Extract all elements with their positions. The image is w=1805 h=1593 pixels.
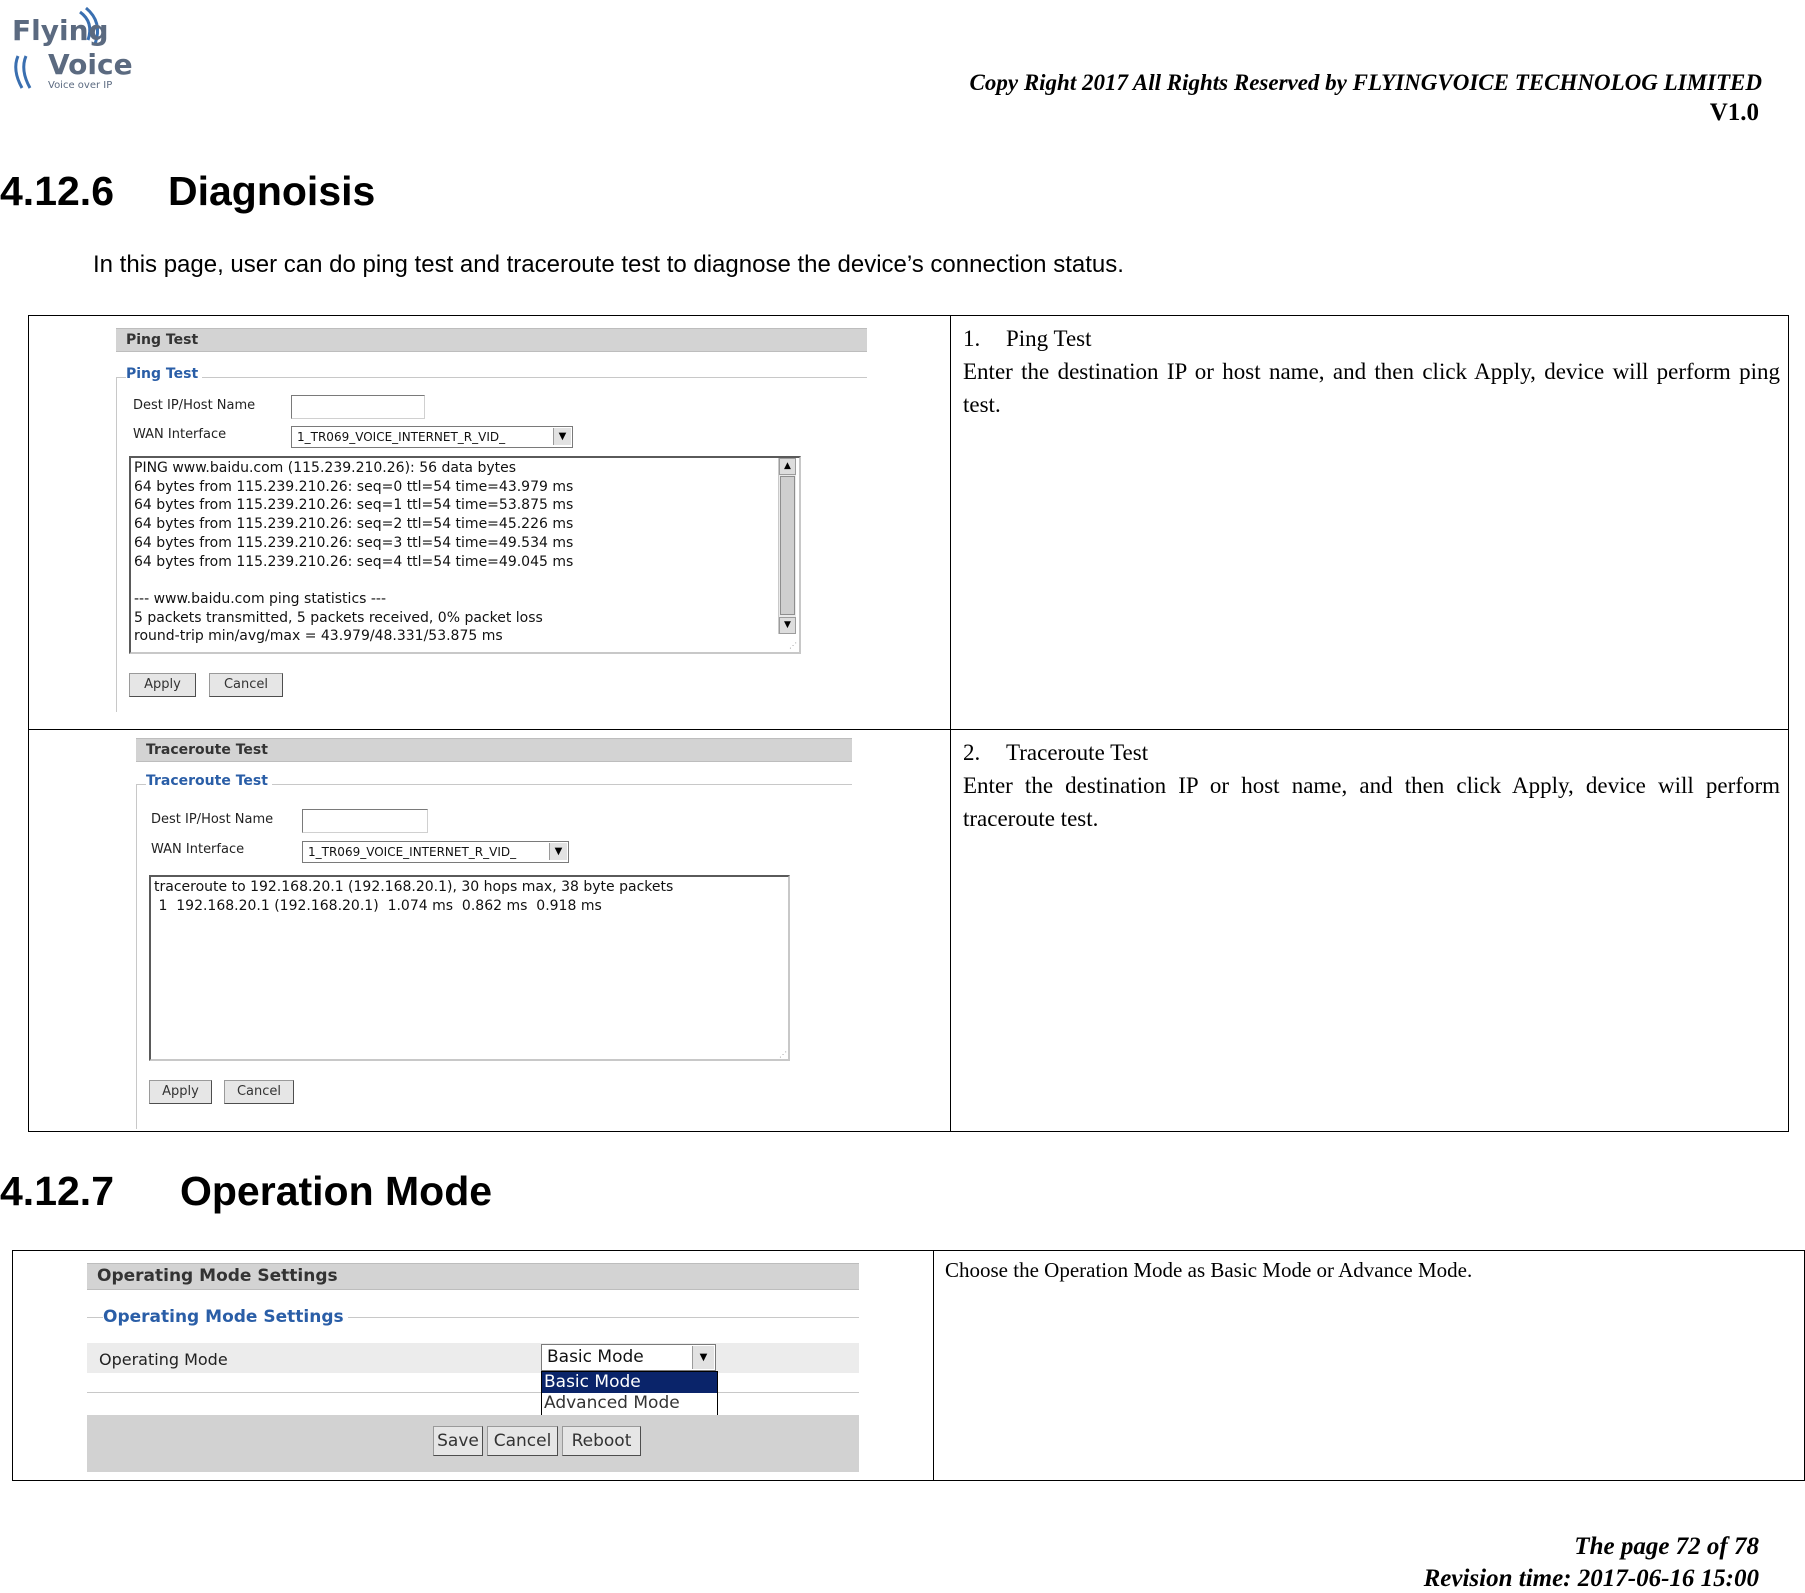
table-row [29,730,1789,1132]
section-heading-operation-mode [0,1168,492,1215]
traceroute-legend: Traceroute Test [146,773,272,789]
traceroute-test-panel [29,730,950,1131]
chevron-down-icon[interactable]: ▼ [549,843,567,860]
wan-interface-label: WAN Interface [133,427,227,442]
cancel-button[interactable]: Cancel [487,1426,558,1456]
resize-grip-icon[interactable]: ⋰ [789,641,797,650]
logo-word-flying: Flying [12,14,109,47]
traceroute-description-cell [951,730,1789,1132]
flyingvoice-logo [8,4,133,94]
section-number: 4.12.6 [0,168,114,214]
document-version: V1.0 [1709,99,1759,126]
fieldset-left-rule [136,784,137,1129]
section-title: Operation Mode [180,1168,493,1214]
section-title: Diagnoisis [168,168,376,214]
reboot-button[interactable]: Reboot [562,1426,641,1456]
operating-mode-label: Operating Mode [99,1350,228,1369]
wan-interface-label: WAN Interface [151,842,245,857]
traceroute-titlebar: Traceroute Test [136,738,852,762]
operating-mode-titlebar: Operating Mode Settings [87,1263,859,1290]
resize-grip-icon[interactable]: ⋰ [779,1050,787,1059]
operation-description-text: Choose the Operation Mode as Basic Mode or Advance Mode. [945,1258,1473,1282]
section-heading-diagnosis [0,168,375,215]
scroll-up-icon[interactable]: ▲ [779,458,796,475]
item-number: 1. [963,326,981,351]
ping-output-scrollbar[interactable] [778,458,796,634]
traceroute-apply-button[interactable]: Apply [149,1080,212,1104]
item-title: Ping Test [1006,326,1092,351]
operating-mode-panel [13,1251,933,1480]
chevron-down-icon[interactable]: ▼ [553,428,571,445]
save-button[interactable]: Save [433,1426,483,1456]
dest-host-label: Dest IP/Host Name [133,398,256,413]
section-number: 4.12.7 [0,1168,114,1214]
ping-description-text: Enter the destination IP or host name, and then click Apply, device will perform ping test. [963,359,1780,417]
wan-interface-select[interactable] [302,841,569,863]
wan-interface-value: 1_TR069_VOICE_INTERNET_R_VID_ [308,845,517,859]
ping-legend: Ping Test [126,366,202,382]
ping-titlebar: Ping Test [116,328,867,352]
ping-cancel-button[interactable]: Cancel [209,673,283,697]
dest-host-input[interactable] [302,809,428,833]
operating-mode-legend: Operating Mode Settings [103,1307,348,1327]
copyright-notice: Copy Right 2017 All Rights Reserved by FLYINGVOICE TECHNOLOG LIMITED [969,70,1762,95]
table-row [13,1251,1805,1481]
option-basic-mode[interactable]: Basic Mode [542,1372,717,1393]
operating-mode-value: Basic Mode [547,1347,644,1367]
table-row [29,316,1789,730]
traceroute-screenshot-cell [29,730,951,1132]
divider [87,1392,541,1393]
traceroute-cancel-button[interactable]: Cancel [224,1080,294,1104]
section-intro: In this page, user can do ping test and traceroute test to diagnose the device’s connection status. [93,251,1124,278]
operating-mode-select[interactable] [541,1344,716,1371]
wan-interface-select[interactable] [291,426,573,448]
divider [718,1392,859,1393]
scroll-thumb[interactable] [780,476,795,615]
scroll-down-icon[interactable]: ▼ [779,617,796,634]
operation-mode-table [12,1250,1805,1481]
page-number: The page 72 of 78 [1574,1533,1759,1560]
ping-description-heading [963,322,1780,355]
item-number: 2. [963,740,981,765]
ping-output-textarea[interactable]: PING www.baidu.com (115.239.210.26): 56 data bytes 64 bytes from 115.239.210.26: seq=0 ttl=54 time=43.979 ms 64 bytes from 115.239.210.26: seq=1 ttl=54 time=53.875 ms 64 bytes from 115.239.210.26: seq=2 ttl=54 time=45.226 ms 64 bytes from 115.239.210.26: seq=3 ttl=54 time=49.534 ms 64 bytes from 115.239.210.26: seq=4 ttl=54 time=49.045 ms --- www.baidu.com ping statistics --- 5 packets transmitted, 5 packets received, 0% packet loss round-trip min/avg/max = 43.979/48.331/53.875 ms [129,456,801,654]
traceroute-description-heading [963,736,1780,769]
ping-description-cell [951,316,1789,730]
logo-word-voice: Voice [48,48,133,81]
option-advanced-mode[interactable]: Advanced Mode [544,1393,680,1413]
fieldset-left-rule [116,377,117,712]
operation-description-cell [934,1251,1805,1481]
logo-tagline: Voice over IP [48,80,113,91]
dest-host-input[interactable] [291,395,425,419]
revision-time: Revision time: 2017-06-16 15:00 [1423,1565,1759,1592]
ping-test-panel [29,316,950,729]
operating-mode-dropdown[interactable] [541,1371,718,1416]
ping-apply-button[interactable]: Apply [129,673,196,697]
item-title: Traceroute Test [1006,740,1149,765]
traceroute-description-text: Enter the destination IP or host name, and then click Apply, device will perform traceroute test. [963,773,1780,831]
ping-screenshot-cell [29,316,951,730]
traceroute-output-textarea[interactable]: traceroute to 192.168.20.1 (192.168.20.1), 30 hops max, 38 byte packets 1 192.168.20.1 (192.168.20.1) 1.074 ms 0.862 ms 0.918 ms [149,875,790,1061]
diagnosis-table [28,315,1789,1132]
operation-screenshot-cell [13,1251,934,1481]
fieldset-rule [116,377,867,378]
dest-host-label: Dest IP/Host Name [151,812,274,827]
logo-graphic [8,4,133,94]
wan-interface-value: 1_TR069_VOICE_INTERNET_R_VID_ [297,430,506,444]
chevron-down-icon[interactable]: ▼ [692,1346,714,1369]
